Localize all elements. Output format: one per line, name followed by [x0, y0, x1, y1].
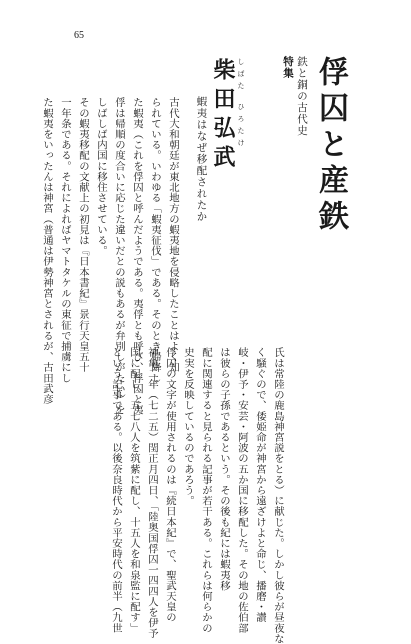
body-line: 俘囚の文字が使用されるのは『続日本紀』で、聖武天皇の: [164, 347, 176, 623]
author-name: 柴田弘武: [210, 58, 236, 174]
body-line: しばしば内国に移住させている。: [95, 97, 107, 256]
series-label: 特集: [282, 56, 294, 79]
body-text-lower: [107, 347, 287, 644]
author-ruby-given: ひろたけ: [237, 103, 245, 151]
body-line: 一年条である。それによればヤマトタケルの東征で捕虜にし: [59, 97, 71, 384]
body-line: 岐・伊予・安芸・阿波の五か国に移配した。その地の佐伯部: [236, 347, 248, 634]
article-subtitle: 蝦夷はなぜ移配されたか: [195, 96, 208, 223]
body-line: 古代大和朝廷が東北地方の蝦夷地を侵略したことはよく知: [167, 97, 179, 373]
body-line: 国に配し、五七八人を筑紫に配し、十五人を和泉監に配す」: [128, 347, 140, 634]
body-line: 俘は帰順の度合いに応じた違いだとの説もあるが弁別しがたい）を: [113, 97, 125, 415]
body-line: た蝦夷をいったんは神宮（普通は伊勢神宮とされるが、古田武彦: [41, 97, 53, 405]
body-line: 氏は常陸の鹿島神宮説をとる）に献じた。しかし彼らが昼夜な: [272, 347, 284, 644]
article-title: 俘囚と産鉄: [313, 56, 348, 236]
body-text-upper: [38, 97, 182, 415]
body-line: 神亀二年（七二五）閏正月四日、「陸奥国俘囚一四四人を伊予: [146, 347, 158, 639]
body-line: 配に関連すると見られる記事が若干ある。これらは何らかの: [200, 347, 212, 634]
body-line: その蝦夷移配の文献上の初見は『日本書紀』景行天皇五十: [77, 97, 89, 373]
body-line: 史実を反映しているのであろう。: [182, 347, 194, 506]
series-title: 鉄と銅の古代史: [296, 56, 308, 137]
author-ruby-family: しばた: [237, 58, 245, 94]
body-line: られている。いわゆる「蝦夷征伐」である。そのとき帰降し: [149, 97, 161, 384]
body-line: という記事である。以後奈良時代から平安時代の前半（九世: [110, 347, 122, 634]
page-number: 65: [74, 30, 84, 41]
body-line: く騒ぐので、倭姫命が神宮から遠ざけよと命じ、播磨・讃: [254, 347, 266, 623]
body-line: は彼らの子孫であるという。その後も紀には蝦夷移: [218, 347, 230, 591]
body-line: た蝦夷（これを俘囚と呼んだようである。夷俘とも呼び、俘囚と夷: [131, 97, 143, 415]
